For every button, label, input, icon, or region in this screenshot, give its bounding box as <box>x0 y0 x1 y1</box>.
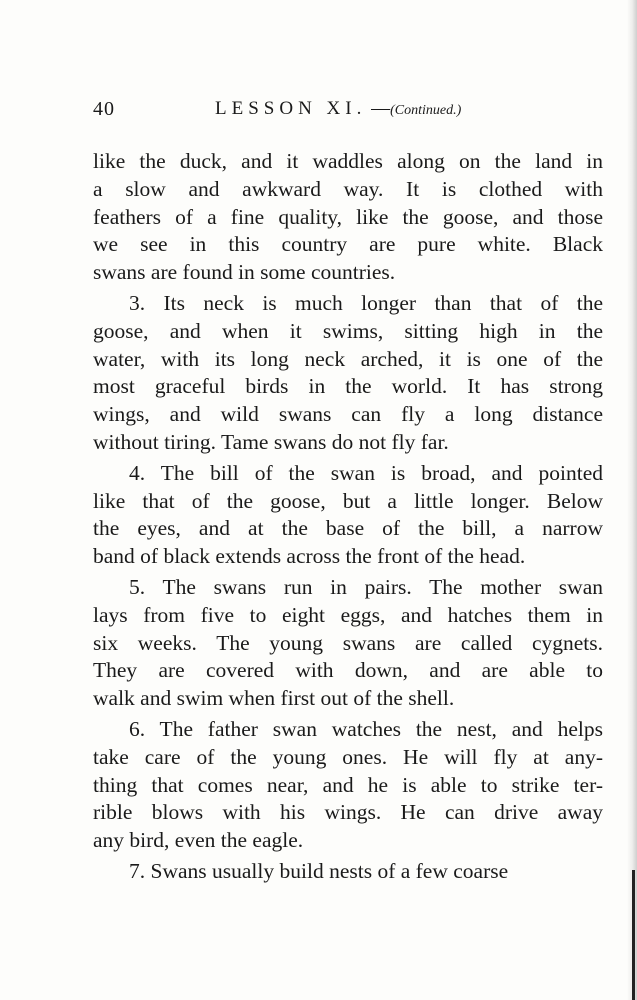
header-dash: — <box>371 98 391 119</box>
text-line: a slow and awkward way. It is clothed with <box>93 176 603 201</box>
text-line: rible blows with his wings. He can drive away <box>93 800 603 825</box>
text-line: without tiring. Tame swans do not fly far. <box>93 429 449 454</box>
text-line: They are covered with down, and are able to <box>93 658 603 683</box>
text-line: goose, and when it swims, sitting high in the <box>93 318 603 343</box>
text-line: lays from five to eight eggs, and hatches them in <box>93 602 603 627</box>
text-line: swans are found in some countries. <box>93 260 396 285</box>
text-line: any bird, even the eagle. <box>93 828 304 853</box>
paragraph <box>93 716 603 855</box>
running-head <box>215 98 461 120</box>
text-line: 6. The father swan watches the nest, and helps <box>129 716 603 741</box>
paragraph <box>93 574 603 713</box>
text-line: 4. The bill of the swan is broad, and pointed <box>129 460 603 485</box>
paragraph <box>93 460 603 571</box>
text-line: most graceful birds in the world. It has strong <box>93 374 603 399</box>
text-line: 7. Swans usually build nests of a few coarse <box>129 858 509 883</box>
page-number: 40 <box>93 98 115 120</box>
body-text <box>93 148 603 889</box>
text-line: walk and swim when first out of the shell. <box>93 686 455 711</box>
text-line: wings, and wild swans can fly a long distance <box>93 402 603 427</box>
page-edge-mark <box>632 870 635 1000</box>
text-line: 5. The swans run in pairs. The mother swan <box>129 574 603 599</box>
text-line: like that of the goose, but a little longer. Below <box>93 488 603 513</box>
page-header <box>93 98 601 128</box>
text-line: band of black extends across the front of the head. <box>93 544 526 569</box>
lesson-title: LESSON XI. <box>215 98 367 119</box>
paragraph <box>93 148 603 287</box>
continued-label: (Continued.) <box>390 103 462 118</box>
text-line: like the duck, and it waddles along on the land in <box>93 149 603 173</box>
text-line: the eyes, and at the base of the bill, a narrow <box>93 516 603 541</box>
text-line: water, with its long neck arched, it is one of the <box>93 346 603 371</box>
text-line: 3. Its neck is much longer than that of the <box>129 290 603 315</box>
paragraph <box>93 290 603 457</box>
text-line: take care of the young ones. He will fly at any- <box>93 744 603 769</box>
page-edge-shadow <box>627 0 637 1000</box>
paragraph <box>93 858 603 886</box>
text-line: thing that comes near, and he is able to strike ter- <box>93 772 603 797</box>
text-line: we see in this country are pure white. Black <box>93 232 603 257</box>
text-line: six weeks. The young swans are called cygnets. <box>93 630 603 655</box>
text-line: feathers of a fine quality, like the goose, and those <box>93 204 603 229</box>
